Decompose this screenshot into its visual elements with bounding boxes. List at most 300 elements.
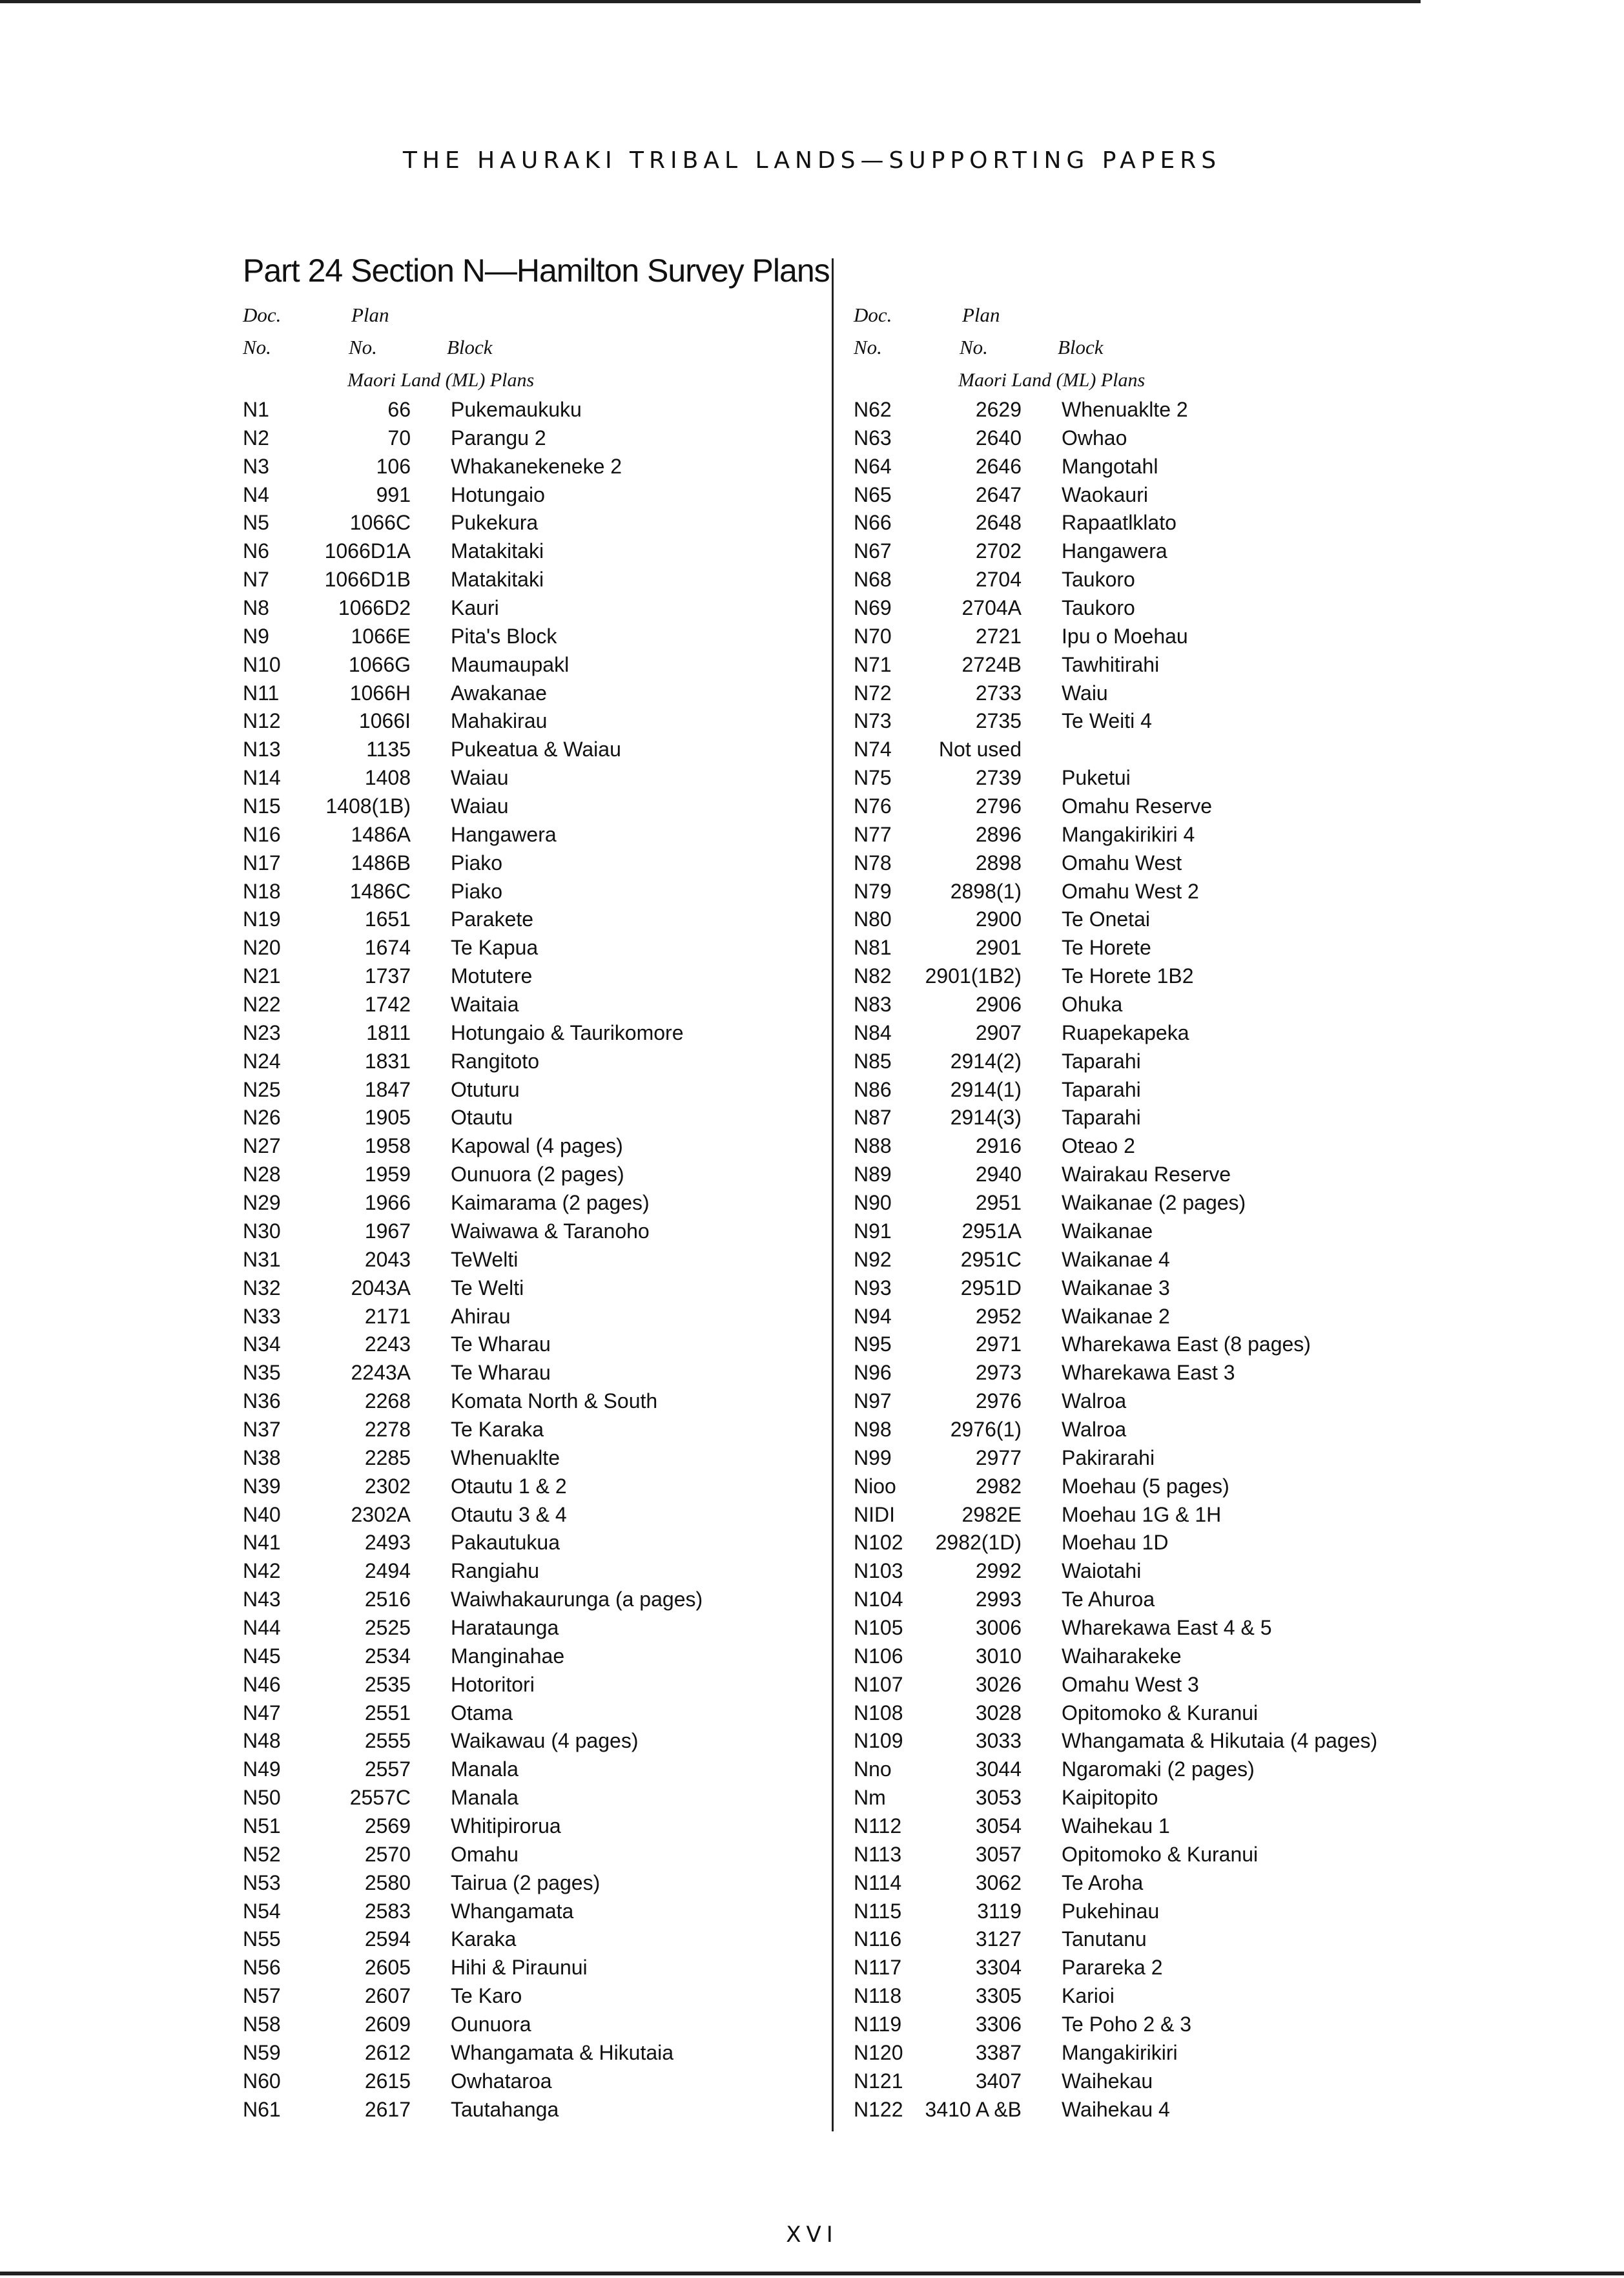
- table-row: [854, 481, 1435, 509]
- doc-number: N79: [854, 879, 892, 903]
- doc-number: N74: [854, 738, 892, 761]
- doc-number: N45: [243, 1644, 281, 1668]
- block-name: Waiotahi: [1062, 1559, 1142, 1583]
- block-name: Wharekawa East 3: [1062, 1361, 1235, 1385]
- block-name: Taparahi: [1062, 1049, 1141, 1073]
- table-row: [854, 1897, 1435, 1925]
- running-header: THE HAURAKI TRIBAL LANDS—SUPPORTING PAPERS: [402, 147, 1222, 174]
- table-row: [243, 905, 824, 933]
- table-row: [243, 1726, 824, 1755]
- plan-header: Plan: [962, 304, 1000, 326]
- bottom-rule: [0, 2272, 1624, 2275]
- block-name: Komata North & South: [451, 1389, 658, 1413]
- block-name: Omahu: [451, 1842, 519, 1866]
- doc-number: N2: [243, 426, 269, 450]
- table-row: [243, 1812, 824, 1840]
- doc-number: Nm: [854, 1786, 886, 1810]
- subcaption-text: Maori Land (ML) Plans: [958, 369, 1146, 391]
- doc-number: N78: [854, 851, 892, 875]
- left-column: [243, 298, 824, 2123]
- block-name: Wairakau Reserve: [1062, 1163, 1231, 1186]
- table-row: [854, 679, 1435, 707]
- table-row: [243, 395, 824, 424]
- plan-number: 3006: [975, 1615, 1022, 1639]
- table-row: [854, 1075, 1435, 1104]
- doc-number: N22: [243, 993, 281, 1017]
- block-name: Ounuora: [451, 2012, 531, 2036]
- table-row: [243, 1047, 824, 1075]
- block-name: Matakitaki: [451, 568, 544, 592]
- plan-number: 2951D: [960, 1276, 1022, 1299]
- column-header-row-1: [854, 298, 1435, 331]
- column-divider: [832, 258, 834, 2131]
- table-row: [243, 1755, 824, 1783]
- plan-number: 2951C: [960, 1247, 1022, 1271]
- table-row: [854, 990, 1435, 1019]
- doc-number: N92: [854, 1247, 892, 1271]
- block-name: Maumaupakl: [451, 652, 570, 676]
- doc-number: N117: [854, 1956, 902, 1980]
- block-name: Te Horete 1B2: [1062, 964, 1194, 988]
- plan-number: 991: [376, 482, 411, 506]
- table-row: [854, 1274, 1435, 1302]
- table-row: [243, 2067, 824, 2095]
- doc-number: N47: [243, 1701, 281, 1724]
- table-row: [854, 1019, 1435, 1047]
- plan-number: 1651: [364, 907, 411, 931]
- block-name: Taparahi: [1062, 1077, 1141, 1101]
- block-name: Waiau: [451, 766, 509, 790]
- doc-number: N67: [854, 539, 892, 563]
- table-row: [243, 707, 824, 735]
- table-row: [854, 1726, 1435, 1755]
- table-row: [854, 1755, 1435, 1783]
- table-row: [854, 2067, 1435, 2095]
- doc-number: N106: [854, 1644, 903, 1668]
- doc-number: N88: [854, 1134, 892, 1158]
- plan-number: 2617: [364, 2097, 411, 2121]
- plan-number: 2702: [975, 539, 1022, 563]
- doc-number: N58: [243, 2012, 281, 2036]
- block-name: Ipu o Moehau: [1062, 624, 1188, 648]
- plan-number: 2534: [364, 1644, 411, 1668]
- plan-number: 2901(1B2): [925, 964, 1022, 988]
- doc-number: N35: [243, 1361, 281, 1385]
- plan-number: 3057: [975, 1842, 1022, 1866]
- table-row: [854, 1783, 1435, 1812]
- plan-number: 2971: [975, 1332, 1022, 1356]
- subcaption-text: Maori Land (ML) Plans: [347, 369, 535, 391]
- plan-number: 1066H: [349, 681, 411, 705]
- table-row: [243, 1274, 824, 1302]
- plan-number: 1486C: [349, 879, 411, 903]
- table-row: [854, 1444, 1435, 1472]
- block-name: Piako: [451, 879, 503, 903]
- plan-number: 2982: [975, 1474, 1022, 1498]
- block-name: Kauri: [451, 596, 499, 620]
- block-name: Omahu West 3: [1062, 1672, 1199, 1696]
- doc-number: N68: [854, 568, 892, 592]
- plan-number: 1408: [364, 766, 411, 790]
- block-name: Pakirarahi: [1062, 1445, 1155, 1469]
- block-name: Waihekau: [1062, 2069, 1153, 2093]
- plan-number: 1486A: [351, 822, 411, 846]
- plan-number: 3387: [975, 2040, 1022, 2064]
- section-title: Part 24 Section N—Hamilton Survey Plans: [243, 253, 830, 289]
- plan-number: 1674: [364, 936, 411, 960]
- plan-number: 2735: [975, 709, 1022, 733]
- table-row: [854, 905, 1435, 933]
- block-name: Hangawera: [1062, 539, 1167, 563]
- table-row: [243, 1132, 824, 1160]
- plan-number: 2516: [364, 1588, 411, 1611]
- table-row: [243, 481, 824, 509]
- block-name: Taukoro: [1062, 568, 1135, 592]
- plan-number: 2896: [975, 822, 1022, 846]
- table-row: [243, 622, 824, 650]
- block-name: Waikanae 3: [1062, 1276, 1170, 1299]
- plan-number: 2594: [364, 1927, 411, 1951]
- block-name: Mahakirau: [451, 709, 548, 733]
- block-name: Waiharakeke: [1062, 1644, 1182, 1668]
- doc-number: N12: [243, 709, 281, 733]
- doc-number: N49: [243, 1757, 281, 1781]
- plan-number: 2302: [364, 1474, 411, 1498]
- maori-land-subcaption: [854, 363, 1435, 395]
- block-name: Waikanae: [1062, 1219, 1153, 1243]
- block-name: Mangakirikiri: [1062, 2040, 1178, 2064]
- plan-number: 2907: [975, 1020, 1022, 1044]
- doc-number: N34: [243, 1332, 281, 1356]
- table-row: [243, 1642, 824, 1670]
- doc-number: N56: [243, 1956, 281, 1980]
- plan-number: 2615: [364, 2069, 411, 2093]
- table-row: [243, 1103, 824, 1132]
- doc-number: N118: [854, 1984, 902, 2008]
- plan-number: 2285: [364, 1445, 411, 1469]
- table-row: [243, 1500, 824, 1529]
- plan-number: 2914(3): [950, 1106, 1022, 1130]
- doc-number: N38: [243, 1445, 281, 1469]
- block-name: Waikanae 4: [1062, 1247, 1170, 1271]
- plan-number: 2583: [364, 1899, 411, 1923]
- doc-number: N84: [854, 1020, 892, 1044]
- block-name: Moehau (5 pages): [1062, 1474, 1229, 1498]
- doc-header: Doc.: [243, 304, 282, 326]
- plan-number: 2535: [364, 1672, 411, 1696]
- table-row: [854, 1103, 1435, 1132]
- plan-number: 70: [387, 426, 411, 450]
- doc-number: N1: [243, 398, 269, 421]
- plan-number: 1066I: [358, 709, 411, 733]
- doc-number: N16: [243, 822, 281, 846]
- plan-number: 2278: [364, 1417, 411, 1441]
- doc-number: N41: [243, 1531, 281, 1555]
- block-name: Piako: [451, 851, 503, 875]
- table-row: [854, 1840, 1435, 1869]
- doc-number: N29: [243, 1191, 281, 1215]
- plan-number: 2555: [364, 1729, 411, 1753]
- plan-number: 2640: [975, 426, 1022, 450]
- block-name: Hihi & Piraunui: [451, 1956, 588, 1980]
- plan-number: 2302A: [351, 1502, 411, 1526]
- table-row: [243, 1330, 824, 1358]
- block-name: Walroa: [1062, 1417, 1127, 1441]
- block-name: Rangitoto: [451, 1049, 539, 1073]
- table-row: [854, 1528, 1435, 1557]
- table-row: [854, 594, 1435, 622]
- table-row: [243, 1613, 824, 1642]
- block-name: Hotungaio: [451, 482, 545, 506]
- block-name: Hangawera: [451, 822, 557, 846]
- doc-number: N82: [854, 964, 892, 988]
- plan-number: 106: [376, 454, 411, 478]
- block-name: Matakitaki: [451, 539, 544, 563]
- plan-number: 2976(1): [950, 1417, 1022, 1441]
- block-name: Kaipitopito: [1062, 1786, 1158, 1810]
- block-name: Manala: [451, 1757, 519, 1781]
- plan-number: 2973: [975, 1361, 1022, 1385]
- table-row: [243, 933, 824, 962]
- plan-number: 2914(1): [950, 1077, 1022, 1101]
- plan-number: 2570: [364, 1842, 411, 1866]
- block-name: Te Karo: [451, 1984, 522, 2008]
- table-row: [243, 1472, 824, 1500]
- block-name: Wharekawa East 4 & 5: [1062, 1615, 1272, 1639]
- table-row: [854, 1925, 1435, 1953]
- plan-no-header: No.: [349, 336, 377, 358]
- right-column: [854, 298, 1435, 2123]
- doc-number: N6: [243, 539, 269, 563]
- table-row: [854, 2038, 1435, 2067]
- plan-number: 3304: [975, 1956, 1022, 1980]
- block-name: Te Weiti 4: [1062, 709, 1152, 733]
- table-row: [243, 679, 824, 707]
- plan-number: 2906: [975, 993, 1022, 1017]
- block-name: Whakanekeneke 2: [451, 454, 622, 478]
- table-row: [243, 2095, 824, 2124]
- table-row: [243, 763, 824, 792]
- table-row: [243, 1444, 824, 1472]
- table-row: [854, 1699, 1435, 1727]
- plan-number: 3026: [975, 1672, 1022, 1696]
- doc-number: N90: [854, 1191, 892, 1215]
- plan-number: 2916: [975, 1134, 1022, 1158]
- doc-number: Nno: [854, 1757, 892, 1781]
- doc-number: N70: [854, 624, 892, 648]
- block-name: Waiwhakaurunga (a pages): [451, 1588, 703, 1611]
- plan-number: 1135: [366, 738, 411, 761]
- block-name: Waitaia: [451, 993, 519, 1017]
- doc-number: N14: [243, 766, 281, 790]
- plan-number: Not used: [938, 738, 1022, 761]
- plan-number: 3033: [975, 1729, 1022, 1753]
- plan-number: 1066E: [351, 624, 411, 648]
- table-row: [854, 792, 1435, 820]
- plan-number: 3054: [975, 1814, 1022, 1838]
- block-name: Pukehinau: [1062, 1899, 1160, 1923]
- doc-number: N25: [243, 1077, 281, 1101]
- doc-number: N93: [854, 1276, 892, 1299]
- plan-number: 2493: [364, 1531, 411, 1555]
- table-row: [854, 424, 1435, 452]
- plan-number: 66: [387, 398, 411, 421]
- plan-number: 2914(2): [950, 1049, 1022, 1073]
- doc-number: N37: [243, 1417, 281, 1441]
- block-name: Waiwawa & Taranoho: [451, 1219, 650, 1243]
- doc-number: N48: [243, 1729, 281, 1753]
- doc-number: N19: [243, 907, 281, 931]
- doc-number: N57: [243, 1984, 281, 2008]
- doc-number: N103: [854, 1559, 903, 1583]
- doc-number: N20: [243, 936, 281, 960]
- block-name: Te Onetai: [1062, 907, 1150, 931]
- block-name: Karioi: [1062, 1984, 1115, 2008]
- block-name: Ohuka: [1062, 993, 1123, 1017]
- plan-number: 2992: [975, 1559, 1022, 1583]
- table-row: [243, 424, 824, 452]
- doc-number: N65: [854, 482, 892, 506]
- doc-number: N109: [854, 1729, 903, 1753]
- block-name: Motutere: [451, 964, 533, 988]
- block-name: Te Kapua: [451, 936, 539, 960]
- plan-number: 2704A: [961, 596, 1022, 620]
- doc-number: N116: [854, 1927, 902, 1951]
- plan-number: 3306: [975, 2012, 1022, 2036]
- table-row: [243, 1358, 824, 1387]
- block-name: Kapowal (4 pages): [451, 1134, 623, 1158]
- plan-number: 2739: [975, 766, 1022, 790]
- left-table: [243, 395, 824, 2123]
- plan-number: 1958: [364, 1134, 411, 1158]
- plan-number: 1066D1A: [324, 539, 411, 563]
- table-row: [243, 1925, 824, 1953]
- doc-number: N108: [854, 1701, 903, 1724]
- doc-number: N28: [243, 1163, 281, 1186]
- doc-number: N36: [243, 1389, 281, 1413]
- block-name: Whitipirorua: [451, 1814, 561, 1838]
- table-row: [854, 650, 1435, 679]
- doc-number: N102: [854, 1531, 903, 1555]
- plan-number: 2647: [975, 482, 1022, 506]
- table-row: [243, 1528, 824, 1557]
- block-name: Puketui: [1062, 766, 1131, 790]
- plan-number: 2043A: [351, 1276, 411, 1299]
- table-row: [243, 1982, 824, 2010]
- block-name: Te Wharau: [451, 1332, 551, 1356]
- doc-number: N95: [854, 1332, 892, 1356]
- doc-number: N86: [854, 1077, 892, 1101]
- table-row: [243, 594, 824, 622]
- plan-number: 2609: [364, 2012, 411, 2036]
- block-name: TeWelti: [451, 1247, 519, 1271]
- plan-number: 2612: [364, 2040, 411, 2064]
- block-name: Pukeatua & Waiau: [451, 738, 621, 761]
- doc-number: N120: [854, 2040, 903, 2064]
- table-row: [243, 1670, 824, 1699]
- plan-number: 1959: [364, 1163, 411, 1186]
- block-name: Tanutanu: [1062, 1927, 1147, 1951]
- block-name: Opitomoko & Kuranui: [1062, 1701, 1259, 1724]
- block-name: Whangamata & Hikutaia: [451, 2040, 674, 2064]
- table-row: [243, 1699, 824, 1727]
- block-name: Oteao 2: [1062, 1134, 1135, 1158]
- table-row: [854, 1500, 1435, 1529]
- doc-number: N8: [243, 596, 269, 620]
- doc-number: N53: [243, 1870, 281, 1894]
- plan-number: 2557: [364, 1757, 411, 1781]
- column-header-row-1: [243, 298, 824, 331]
- doc-number: N115: [854, 1899, 902, 1923]
- block-name: Waikanae 2: [1062, 1304, 1170, 1328]
- block-name: Omahu Reserve: [1062, 794, 1212, 818]
- doc-number: N80: [854, 907, 892, 931]
- table-row: [243, 990, 824, 1019]
- doc-no-header: No.: [243, 336, 271, 358]
- table-row: [243, 1783, 824, 1812]
- table-row: [854, 1217, 1435, 1245]
- doc-number: N104: [854, 1588, 903, 1611]
- block-name: Omahu West: [1062, 851, 1182, 875]
- table-row: [854, 1160, 1435, 1188]
- doc-number: N46: [243, 1672, 281, 1696]
- block-name: Whenuaklte: [451, 1445, 560, 1469]
- block-name: Parakete: [451, 907, 534, 931]
- block-name: Hotungaio & Taurikomore: [451, 1020, 684, 1044]
- table-row: [243, 1897, 824, 1925]
- doc-number: NIDI: [854, 1502, 895, 1526]
- table-row: [854, 1415, 1435, 1444]
- table-row: [854, 2010, 1435, 2038]
- table-row: [854, 1585, 1435, 1613]
- doc-number: N63: [854, 426, 892, 450]
- plan-number: 3062: [975, 1870, 1022, 1894]
- doc-number: N85: [854, 1049, 892, 1073]
- column-header-row-2: [854, 331, 1435, 363]
- plan-number: 1811: [366, 1020, 411, 1044]
- doc-number: N89: [854, 1163, 892, 1186]
- block-name: Manala: [451, 1786, 519, 1810]
- plan-number: 3053: [975, 1786, 1022, 1810]
- plan-number: 1966: [364, 1191, 411, 1215]
- plan-number: 2569: [364, 1814, 411, 1838]
- plan-number: 2648: [975, 511, 1022, 535]
- table-row: [854, 1869, 1435, 1897]
- block-name: Waikawau (4 pages): [451, 1729, 639, 1753]
- doc-number: N39: [243, 1474, 281, 1498]
- plan-header: Plan: [351, 304, 389, 326]
- doc-number: N99: [854, 1445, 892, 1469]
- plan-number: 2243A: [351, 1361, 411, 1385]
- table-row: [243, 1075, 824, 1104]
- table-row: [243, 820, 824, 849]
- block-name: Ounuora (2 pages): [451, 1163, 624, 1186]
- table-row: [243, 1415, 824, 1444]
- plan-number: 3044: [975, 1757, 1022, 1781]
- top-rule: [0, 0, 1421, 3]
- block-name: Taukoro: [1062, 596, 1135, 620]
- block-header: Block: [1058, 336, 1104, 358]
- doc-number: N55: [243, 1927, 281, 1951]
- plan-number: 2646: [975, 454, 1022, 478]
- table-row: [854, 1132, 1435, 1160]
- table-row: [243, 1302, 824, 1331]
- plan-number: 2525: [364, 1615, 411, 1639]
- block-name: Te Aroha: [1062, 1870, 1144, 1894]
- table-row: [854, 1358, 1435, 1387]
- doc-number: N26: [243, 1106, 281, 1130]
- table-row: [243, 1217, 824, 1245]
